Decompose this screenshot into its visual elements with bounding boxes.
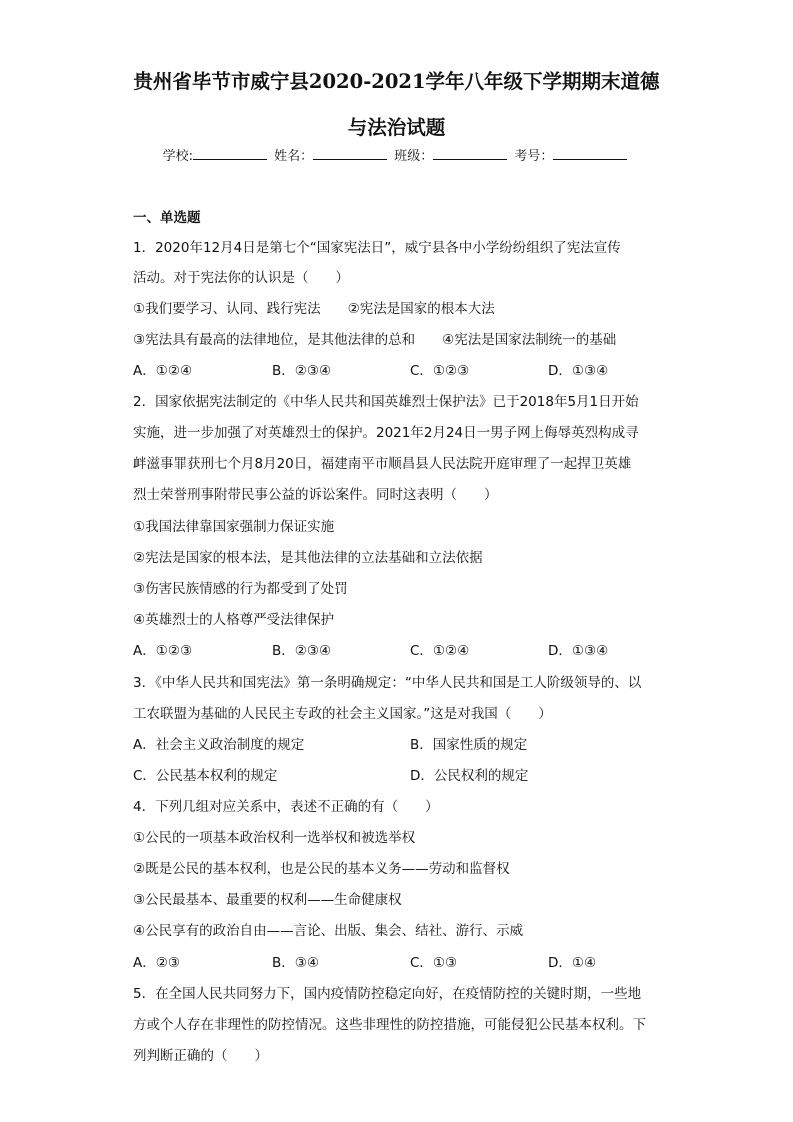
exam-number-label: 考号：: [514, 149, 554, 164]
question-4-option-c[interactable]: C．①③: [410, 955, 458, 971]
student-info-row: [60, 145, 733, 164]
question-3-option-c[interactable]: C．公民基本权利的规定: [133, 768, 278, 784]
question-2-stem-line: 衅滋事罪获刑七个月8月20日，福建南平市顺昌县人民法院开庭审理了一起捍卫英雄: [133, 456, 632, 472]
question-2-statement: ③伤害民族情感的行为都受到了处罚: [133, 581, 348, 597]
question-2-statement: ④英雄烈士的人格尊严受法律保护: [133, 612, 335, 628]
name-blank[interactable]: [313, 147, 387, 160]
class-label: 班级：: [394, 149, 434, 164]
exam-title-line-2: 与法治试题: [347, 116, 446, 139]
question-2-option-c[interactable]: C．①②④: [410, 643, 470, 659]
school-blank[interactable]: [193, 147, 267, 160]
question-1-option-c[interactable]: C．①②③: [410, 363, 470, 379]
question-4-statement: ③公民最基本、最重要的权利——生命健康权: [133, 892, 402, 908]
question-4-statement: ②既是公民的基本权利，也是公民的基本义务——劳动和监督权: [133, 861, 510, 877]
question-3-option-d[interactable]: D．公民权利的规定: [410, 768, 529, 784]
question-5-stem-line: 列判断正确的（ ）: [133, 1048, 268, 1064]
question-3-option-b[interactable]: B．国家性质的规定: [410, 737, 528, 753]
name-label: 姓名：: [274, 149, 314, 164]
question-2-option-d[interactable]: D．①③④: [548, 643, 609, 659]
question-1-option-b[interactable]: B．②③④: [272, 363, 332, 379]
question-5-stem-line: 5．在全国人民共同努力下，国内疫情防控稳定向好，在疫情防控的关键时期，一些地: [133, 986, 642, 1002]
question-1-stem-line: 1．2020年12月4日是第七个“国家宪法日”，威宁县各中小学纷纷组织了宪法宣传: [133, 240, 621, 256]
question-1-stem-line: 活动。对于宪法你的认识是（ ）: [133, 270, 349, 286]
question-3-option-a[interactable]: A．社会主义政治制度的规定: [133, 737, 305, 753]
exam-title-line-1: 贵州省毕节市威宁县2020-2021学年八年级下学期期末道德: [133, 70, 660, 93]
question-1-option-a[interactable]: A．①②④: [133, 363, 193, 379]
question-4-stem-line: 4．下列几组对应关系中，表述不正确的有（ ）: [133, 799, 439, 815]
question-3-stem-line: 3．《中华人民共和国宪法》第一条明确规定：“中华人民共和国是工人阶级领导的、以: [133, 675, 642, 691]
question-4-option-b[interactable]: B．③④: [272, 955, 319, 971]
question-2-option-a[interactable]: A．①②③: [133, 643, 193, 659]
question-4-option-d[interactable]: D．①④: [548, 955, 597, 971]
class-blank[interactable]: [433, 147, 507, 160]
question-2-stem-line: 2．国家依据宪法制定的《中华人民共和国英雄烈士保护法》已于2018年5月1日开始: [133, 394, 639, 410]
question-5-stem-line: 方或个人存在非理性的防控情况。这些非理性的防控措施，可能侵犯公民基本权利。下: [133, 1017, 646, 1033]
question-3-stem-line: 工农联盟为基础的人民民主专政的社会主义国家。”这是对我国（ ）: [133, 706, 552, 722]
question-4-option-a[interactable]: A．②③: [133, 955, 180, 971]
question-2-statement: ①我国法律靠国家强制力保证实施: [133, 519, 335, 535]
question-1-statement: ①我们要学习、认同、践行宪法 ②宪法是国家的根本大法: [133, 301, 495, 317]
question-1-statement: ③宪法具有最高的法律地位，是其他法律的总和 ④宪法是国家法制统一的基础: [133, 332, 617, 348]
question-4-statement: ④公民享有的政治自由——言论、出版、集会、结社、游行、示威: [133, 923, 524, 939]
exam-number-blank[interactable]: [553, 147, 627, 160]
school-label: 学校:: [162, 149, 193, 164]
question-2-stem-line: 实施，进一步加强了对英雄烈士的保护。2021年2月24日一男子网上侮辱英烈构成寻: [133, 425, 639, 441]
question-2-option-b[interactable]: B．②③④: [272, 643, 332, 659]
question-2-statement: ②宪法是国家的根本法，是其他法律的立法基础和立法依据: [133, 550, 483, 566]
question-4-statement: ①公民的一项基本政治权利一选举权和被选举权: [133, 830, 416, 846]
section-heading: 一、单选题: [133, 210, 201, 226]
question-2-stem-line: 烈士荣誉刑事附带民事公益的诉讼案件。同时这表明（ ）: [133, 487, 498, 503]
question-1-option-d[interactable]: D．①③④: [548, 363, 609, 379]
